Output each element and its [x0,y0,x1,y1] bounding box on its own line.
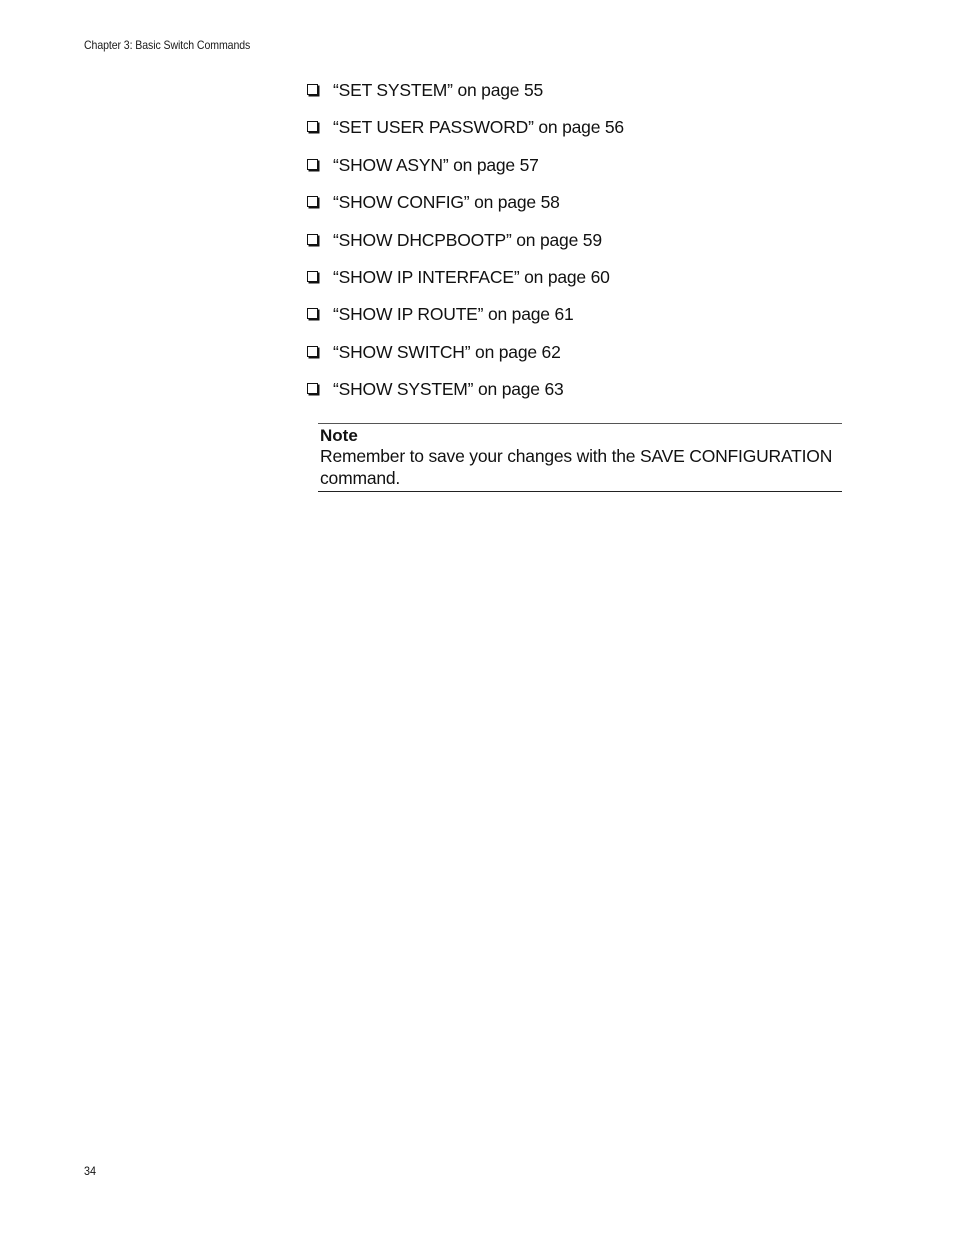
list-item [307,190,624,227]
list-item-text[interactable]: “SET USER PASSWORD” on page 56 [333,117,624,138]
list-item-text[interactable]: “SET SYSTEM” on page 55 [333,80,544,100]
list-item-text[interactable]: “SHOW IP INTERFACE” on page 60 [333,266,610,287]
list-item [307,153,624,190]
checkbox-bullet-icon [307,121,318,132]
cross-reference-list [307,78,624,415]
list-item [307,115,624,152]
list-item [307,228,624,265]
page-number: 34 [84,1164,97,1178]
list-item [307,377,624,414]
list-item-text[interactable]: “SHOW DHCPBOOTP” on page 59 [333,229,602,250]
running-header: Chapter 3: Basic Switch Commands [84,38,251,52]
list-item-text[interactable]: “SHOW CONFIG” on page 58 [333,192,560,213]
list-item-text[interactable]: “SHOW SYSTEM” on page 63 [333,379,564,400]
note-box [318,423,842,492]
checkbox-bullet-icon [307,271,318,282]
checkbox-bullet-icon [307,159,318,170]
list-item [307,340,624,377]
note-text: Remember to save your changes with the SAVE CONFIGURATION command. [320,446,833,488]
list-item [307,302,624,339]
checkbox-bullet-icon [307,234,318,245]
checkbox-bullet-icon [307,84,318,95]
checkbox-bullet-icon [307,383,318,394]
checkbox-bullet-icon [307,196,318,207]
note-title: Note [320,426,358,445]
list-item-text[interactable]: “SHOW ASYN” on page 57 [333,154,539,175]
list-item-text[interactable]: “SHOW IP ROUTE” on page 61 [333,304,574,325]
checkbox-bullet-icon [307,346,318,357]
list-item-text[interactable]: “SHOW SWITCH” on page 62 [333,341,561,362]
list-item [307,265,624,302]
list-item [307,78,624,115]
checkbox-bullet-icon [307,308,318,319]
